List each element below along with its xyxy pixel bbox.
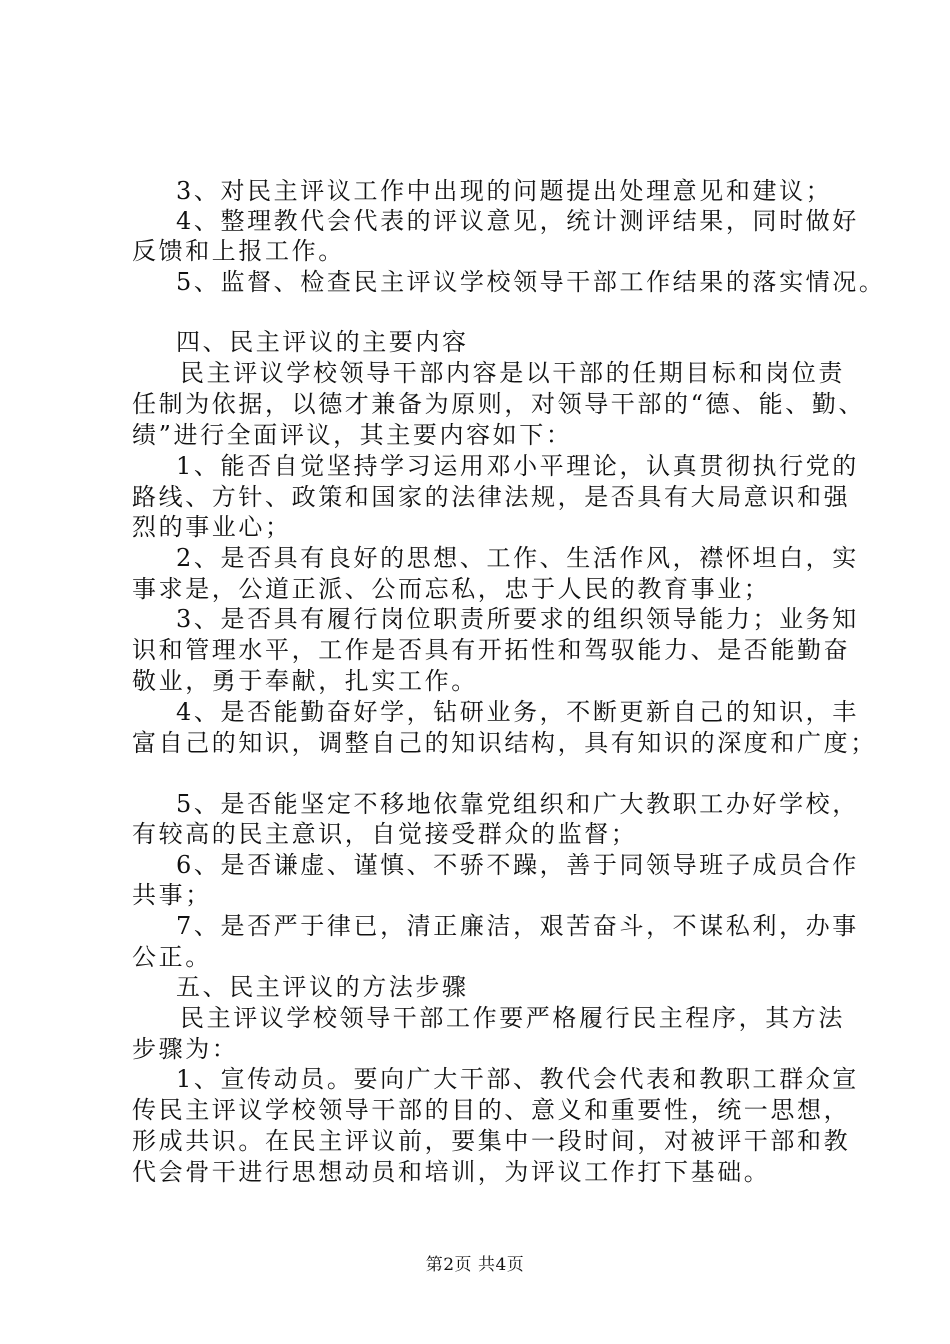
paragraph-line: 5、是否能坚定不移地依靠党组织和广大教职工办好学校， xyxy=(176,790,859,818)
paragraph-line: 代会骨干进行思想动员和培训，为评议工作打下基础。 xyxy=(132,1158,771,1186)
paragraph-line: 富自己的知识，调整自己的知识结构，具有知识的深度和广度； xyxy=(132,729,877,757)
paragraph-line: 2、是否具有良好的思想、工作、生活作风，襟怀坦白，实 xyxy=(176,544,859,572)
paragraph-line: 步骤为： xyxy=(132,1035,239,1063)
paragraph-line: 3、对民主评议工作中出现的问题提出处理意见和建议； xyxy=(176,177,833,205)
paragraph-line: 传民主评议学校领导干部的目的、意义和重要性，统一思想， xyxy=(132,1096,851,1124)
paragraph-line: 4、是否能勤奋好学，钻研业务，不断更新自己的知识，丰 xyxy=(176,698,859,726)
paragraph-line: 事求是，公道正派、公而忘私，忠于人民的教育事业； xyxy=(132,575,771,603)
paragraph-line: 1、能否自觉坚持学习运用邓小平理论，认真贯彻执行党的 xyxy=(176,452,859,480)
paragraph-line: 有较高的民主意识，自觉接受群众的监督； xyxy=(132,820,638,848)
paragraph-line: 7、是否严于律已，清正廉洁，艰苦奋斗，不谋私利，办事 xyxy=(176,912,859,940)
paragraph-line: 绩”进行全面评议，其主要内容如下： xyxy=(132,421,573,449)
paragraph-line: 民主评议学校领导干部内容是以干部的任期目标和岗位责 xyxy=(180,359,845,387)
paragraph-line: 4、整理教代会代表的评议意见，统计测评结果，同时做好 xyxy=(176,207,859,235)
paragraph-line: 公正。 xyxy=(132,943,212,971)
paragraph-line: 6、是否谦虚、谨慎、不骄不躁，善于同领导班子成员合作 xyxy=(176,851,859,879)
paragraph-line: 形成共识。在民主评议前，要集中一段时间，对被评干部和教 xyxy=(132,1127,851,1155)
paragraph-line: 敬业，勇于奉献，扎实工作。 xyxy=(132,667,478,695)
section-heading: 五、民主评议的方法步骤 xyxy=(176,973,469,1001)
paragraph-line: 1、宣传动员。要向广大干部、教代会代表和教职工群众宣 xyxy=(176,1065,859,1093)
paragraph-line: 共事； xyxy=(132,881,212,909)
page-number-footer: 第2页 共4页 xyxy=(425,1255,525,1275)
paragraph-line: 识和管理水平，工作是否具有开拓性和驾驭能力、是否能勤奋 xyxy=(132,636,851,664)
paragraph-line: 5、监督、检查民主评议学校领导干部工作结果的落实情况。 xyxy=(176,268,886,296)
paragraph-line: 烈的事业心； xyxy=(132,513,292,541)
paragraph-line: 任制为依据，以德才兼备为原则，对领导干部的“德、能、勤、 xyxy=(132,390,866,418)
paragraph-line: 反馈和上报工作。 xyxy=(132,237,345,265)
section-heading: 四、民主评议的主要内容 xyxy=(176,328,469,356)
paragraph-line: 民主评议学校领导干部工作要严格履行民主程序，其方法 xyxy=(180,1004,845,1032)
paragraph-line: 路线、方针、政策和国家的法律法规，是否具有大局意识和强 xyxy=(132,483,851,511)
paragraph-line: 3、是否具有履行岗位职责所要求的组织领导能力；业务知 xyxy=(176,605,859,633)
